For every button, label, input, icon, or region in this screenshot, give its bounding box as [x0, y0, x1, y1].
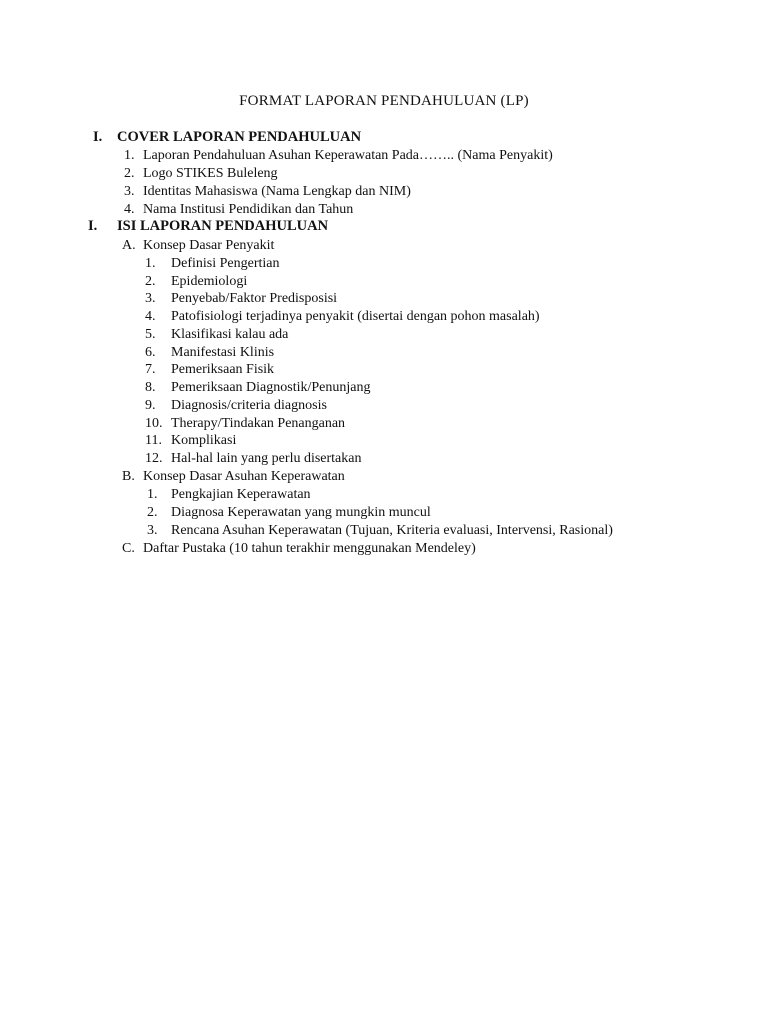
item-text: Diagnosa Keperawatan yang mungkin muncul [171, 505, 431, 520]
item-text: Pemeriksaan Diagnostik/Penunjang [171, 380, 371, 395]
item-number: 4. [124, 202, 135, 217]
item-number: 9. [145, 398, 156, 413]
item-text: Laporan Pendahuluan Asuhan Keperawatan Pada…….. (Nama Penyakit) [143, 148, 553, 163]
section-heading-text: COVER LAPORAN PENDAHULUAN [117, 129, 362, 145]
item-number: 8. [145, 380, 156, 395]
item-text: Komplikasi [171, 433, 237, 448]
item-number: 1. [145, 256, 156, 271]
subsection-letter: A. [122, 238, 136, 253]
item-number: 3. [145, 291, 156, 306]
subsection-letter: C. [122, 541, 135, 556]
item-text: Penyebab/Faktor Predisposisi [171, 291, 338, 306]
item-number: 6. [145, 345, 156, 360]
subsection-text: Konsep Dasar Asuhan Keperawatan [143, 469, 345, 484]
item-text: Logo STIKES Buleleng [143, 166, 278, 181]
item-number: 11. [145, 433, 162, 448]
item-text: Definisi Pengertian [171, 256, 280, 271]
subsection-text: Konsep Dasar Penyakit [143, 238, 275, 253]
item-number: 2. [124, 166, 135, 181]
section-heading-text: ISI LAPORAN PENDAHULUAN [117, 218, 329, 234]
item-text: Pemeriksaan Fisik [171, 362, 275, 377]
item-text: Klasifikasi kalau ada [171, 327, 289, 342]
item-number: 12. [145, 451, 163, 466]
item-number: 1. [124, 148, 135, 163]
item-text: Manifestasi Klinis [171, 345, 275, 360]
item-number: 2. [147, 505, 158, 520]
section-numeral: I. [88, 218, 98, 234]
item-text: Pengkajian Keperawatan [171, 487, 311, 502]
item-number: 3. [147, 523, 158, 538]
section-numeral: I. [93, 129, 103, 145]
item-text: Rencana Asuhan Keperawatan (Tujuan, Kriteria evaluasi, Intervensi, Rasional) [171, 523, 613, 538]
item-text: Nama Institusi Pendidikan dan Tahun [143, 202, 354, 217]
item-number: 3. [124, 184, 135, 199]
item-text: Epidemiologi [171, 274, 248, 289]
item-number: 7. [145, 362, 156, 377]
item-text: Identitas Mahasiswa (Nama Lengkap dan NIM) [143, 184, 411, 199]
item-number: 4. [145, 309, 156, 324]
page-title: FORMAT LAPORAN PENDAHULUAN (LP) [239, 93, 529, 109]
item-number: 10. [145, 416, 163, 431]
item-text: Patofisiologi terjadinya penyakit (disertai dengan pohon masalah) [171, 309, 540, 324]
subsection-letter: B. [122, 469, 135, 484]
item-text: Hal-hal lain yang perlu disertakan [171, 451, 362, 466]
item-text: Therapy/Tindakan Penanganan [171, 416, 346, 431]
item-number: 5. [145, 327, 156, 342]
subsection-text: Daftar Pustaka (10 tahun terakhir menggunakan Mendeley) [143, 541, 476, 556]
item-text: Diagnosis/criteria diagnosis [171, 398, 327, 413]
item-number: 2. [145, 274, 156, 289]
item-number: 1. [147, 487, 158, 502]
